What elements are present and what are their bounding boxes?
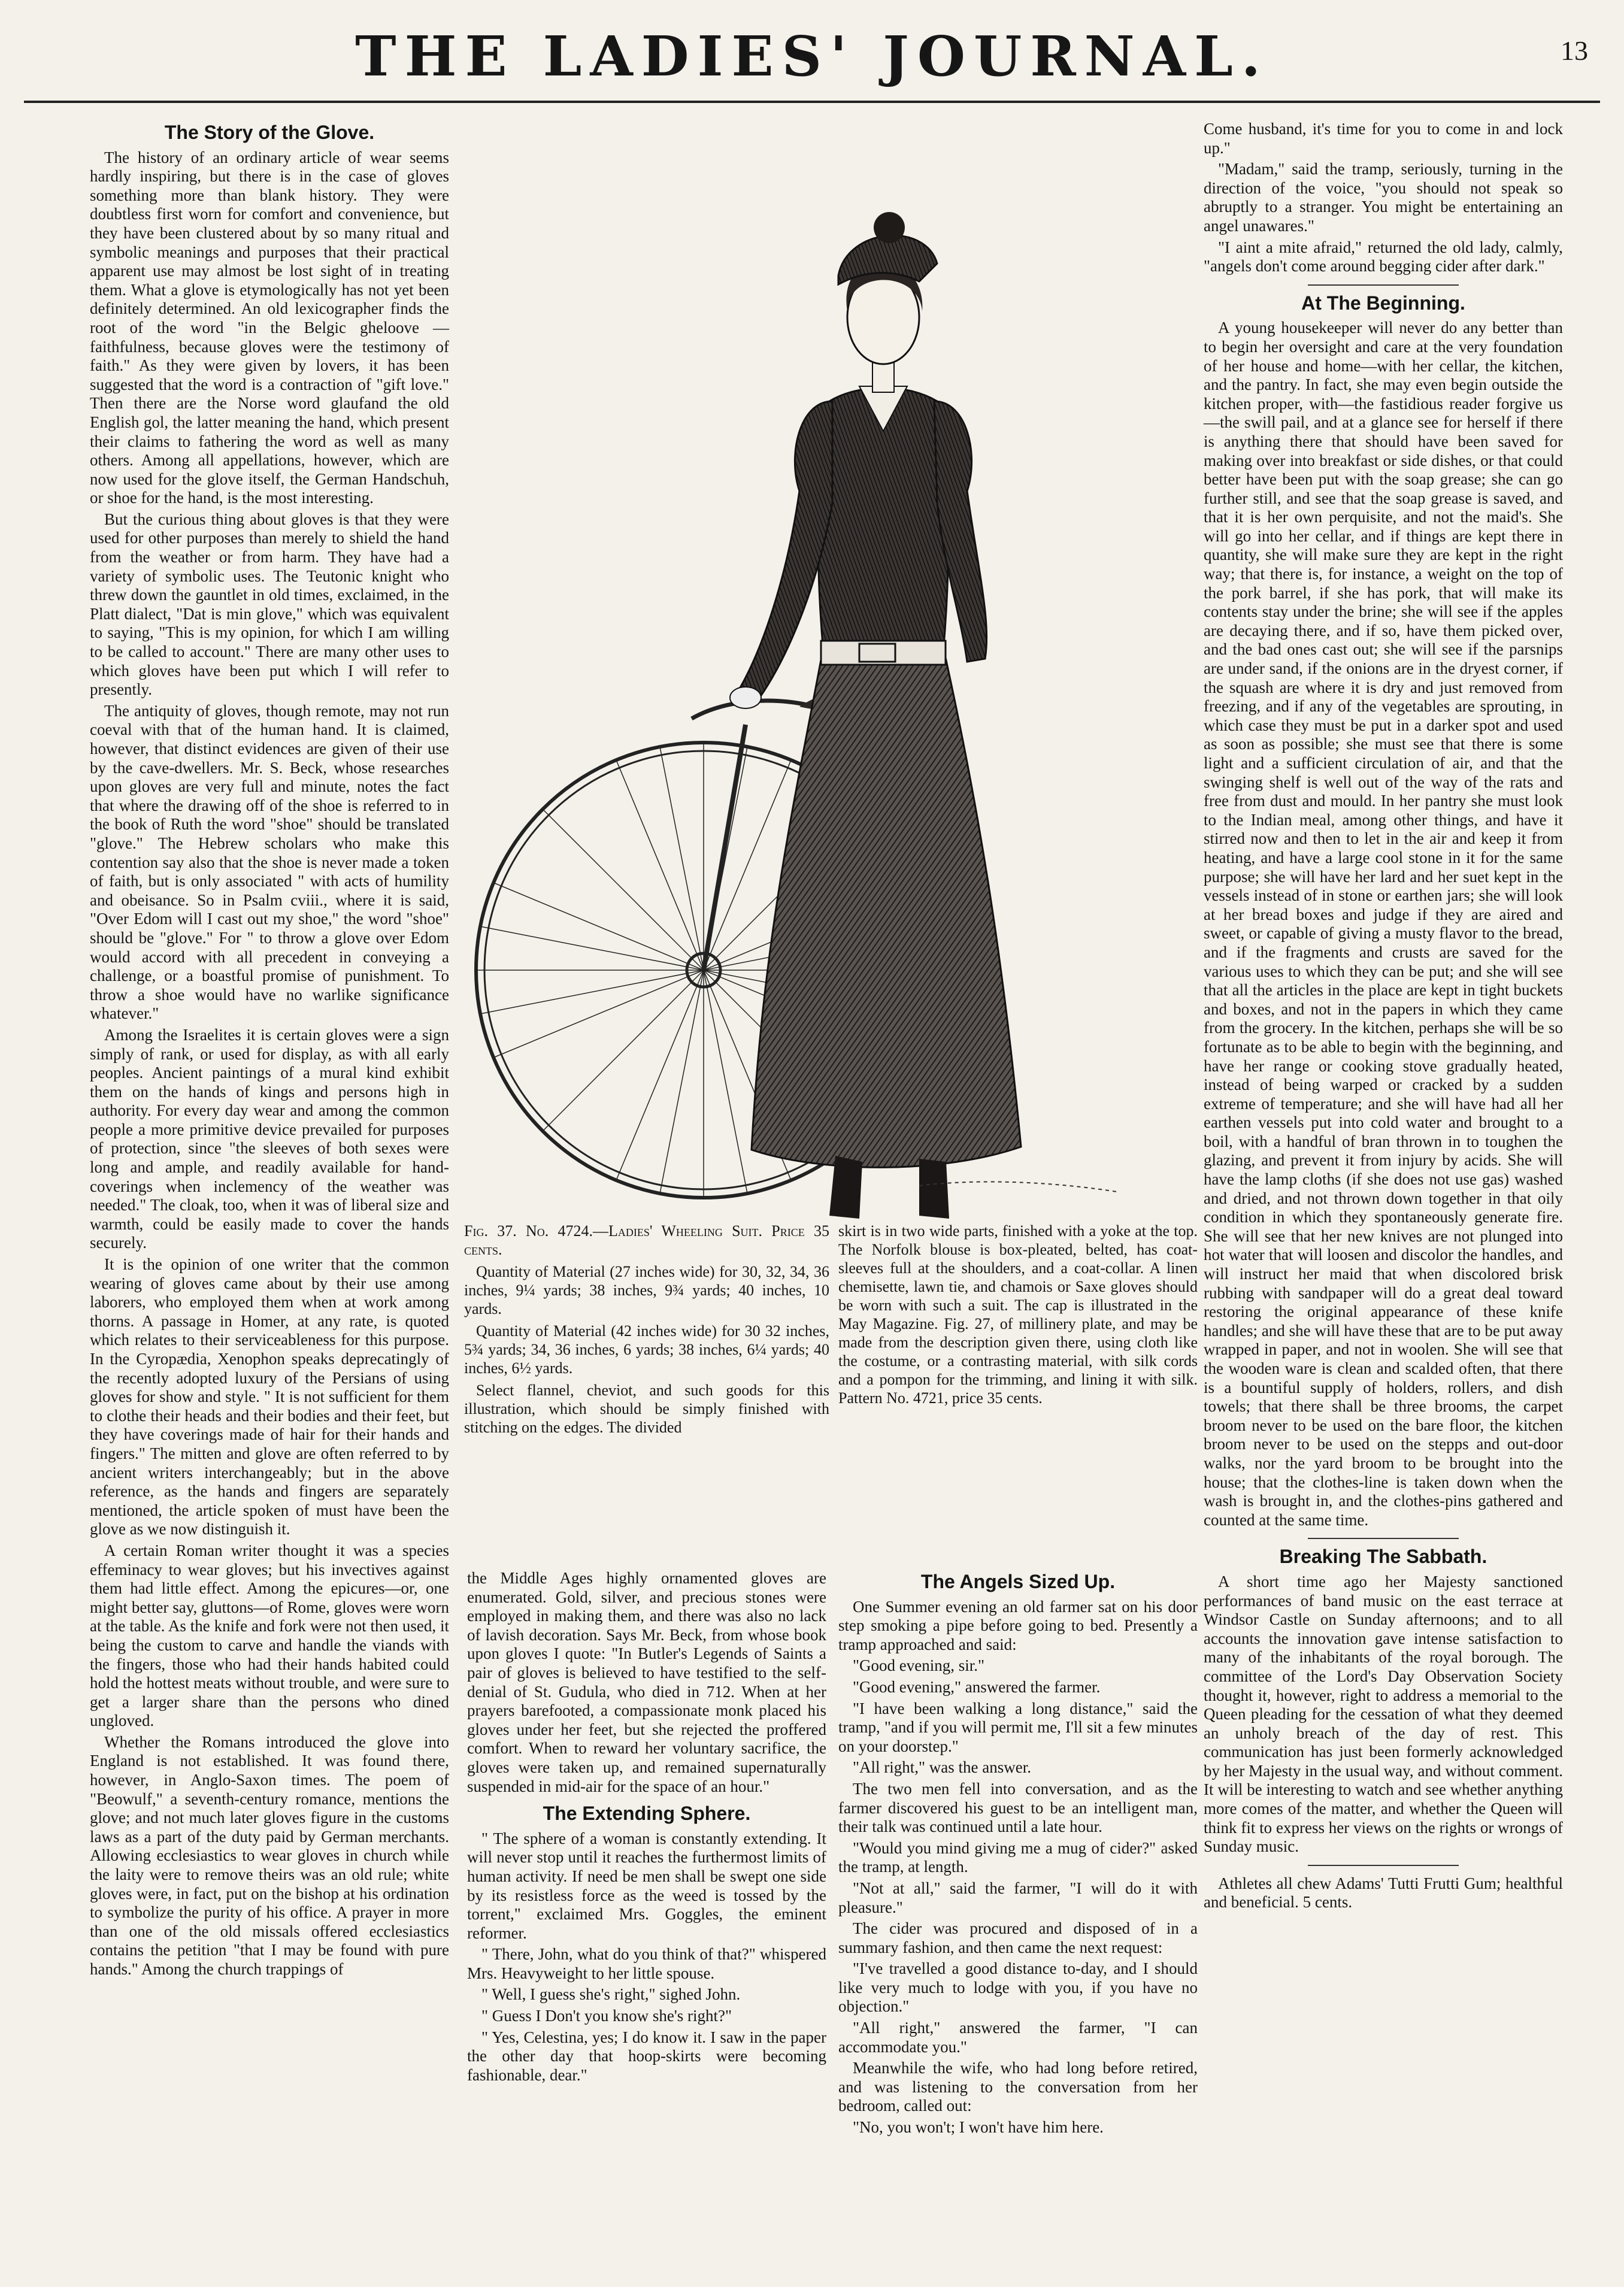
angels-paragraph: "I've travelled a good distance to-day, and I should like very much to lodge with you, if you have no objection." (838, 1959, 1198, 2016)
material-quantity-27: Quantity of Material (27 inches wide) for 30, 32, 34, 36 inches, 9¼ yards; 38 inches, 9¾ yards; 40 inches, 10 yards. (464, 1263, 829, 1317)
illustration-caption (464, 1222, 829, 1440)
hand (730, 687, 761, 708)
glove-paragraph: Among the Israelites it is certain gloves were a sign simply of rank, or used for display, as with all early peoples. Ancient paintings of a mural kind exhibit them on the hands of kings and persons high in authority. For every day wear and among the common people a more primitive device prevailed for purposes of protection, since "the sleeves of both sexes were long and ample, and readily available for hand-coverings when inclemency of the weather was needed." The cloak, too, when it was of liberal size and warmth, could be easily made to cover the hands securely. (90, 1025, 449, 1252)
sabbath-heading: Breaking The Sabbath. (1279, 1546, 1487, 1568)
angels-paragraph: "I have been walking a long distance," said the tramp, "and if you will permit me, I'll sit a few minutes on your doorstep." (838, 1699, 1198, 1755)
right-column (1204, 120, 1563, 1915)
sphere-paragraph: " There, John, what do you think of that?" whispered Mrs. Heavyweight to her little spouse. (467, 1945, 826, 1982)
cap-pompon (874, 212, 905, 243)
section-divider (1308, 1538, 1459, 1539)
angels-paragraph: Meanwhile the wife, who had long before retired, and was listening to the conversation from her bedroom, called out: (838, 2059, 1198, 2115)
glove-paragraph: It is the opinion of one writer that the common wearing of gloves came about by their use among laborers, who employed them when at work among thorns. A passage in Homer, at any rate, is quoted which relates to their serviceableness for this purpose. In the Cyropædia, Xenophon speaks deprecatingly of the recently adopted luxury of the Persians of using gloves for show and style. " It is not sufficient for them to clothe their heads and their bodies and their feet, but they have coverings made of hair for their hands and fingers." The mitten and glove are often referred to by ancient writers interchangeably; but in the above reference, as the hands and fingers are separately mentioned, the article spoken of must have been the glove as we now distinguish it. (90, 1255, 449, 1538)
ground-shadow (919, 1182, 1117, 1192)
journal-title: THE LADIES' JOURNAL. (355, 24, 1269, 89)
angels-paragraph: The two men fell into conversation, and as the farmer discovered his guest to be an intelligent man, their talk was continued until a late hour. (838, 1779, 1198, 1836)
glove-heading: The Story of the Glove. (164, 122, 375, 143)
skirt-description: skirt is in two wide parts, finished with a yoke at the top. The Norfolk blouse is box-pleated, belted, has coat-sleeves full at the shoulders, and a coat-collar. A linen chemisette, lawn tie, and chamois or Saxe gloves should be worn with such a suit. The cap is illustrated in the May Magazine. Fig. 27, of millinery plate, and may be made from the description given there, using cloth like the costume, or a contrasting material, with silk cords and a pompon for the trimming, and lining it with silk. Pattern No. 4721, price 35 cents. (838, 1222, 1198, 1407)
beginning-heading: At The Beginning. (1301, 292, 1465, 314)
sphere-paragraph: " The sphere of a woman is constantly extending. It will never stop until it reaches the furthermost limits of human activity. If need be men shall be swept one side by its resistless force as the weed is tossed by the torrent," exclaimed Mrs. Goggles, the eminent reformer. (467, 1829, 826, 1942)
middle-lower-column (467, 1569, 826, 2087)
masthead (24, 24, 1600, 96)
illustration-caption-continued (838, 1222, 1198, 1411)
glove-paragraph: Whether the Romans introduced the glove into England is not established. It was found there, however, in Anglo-Saxon times. The poem of "Beowulf," a seventh-century romance, mentions the glove; and not much later gloves figure in the customs laws as a part of the duty paid by German merchants. Allowing ecclesiastics to wear gloves in church while the laity were to remove theirs was an old rule; white gloves were, in fact, put on the bishop at his ordination to symbolize the purity of his office. A prayer in more than one of the old missals offered ecclesiastics contains the petition "that I may be found with pure hands." Among the church trappings of (90, 1732, 449, 1978)
wheeling-suit-illustration (464, 120, 1171, 1222)
sphere-paragraph: " Guess I Don't you know she's right?" (481, 2007, 732, 2025)
figure-caption: Fig. 37. No. 4724.—Ladies' Wheeling Suit. Price 35 cents. (464, 1222, 829, 1258)
left-sleeve (740, 401, 832, 701)
sphere-paragraph: " Yes, Celestina, yes; I do know it. I saw in the paper the other day that hoop-skirts were becoming fashionable, dear." (467, 2028, 826, 2084)
angels-continued: Come husband, it's time for you to come in and lock up." (1204, 120, 1563, 157)
angels-paragraph: "Would you mind giving me a mug of cider?" asked the tramp, at length. (838, 1838, 1198, 1876)
page-number: 13 (1561, 35, 1588, 66)
sphere-paragraph: " Well, I guess she's right," sighed John. (481, 1985, 741, 2004)
divided-skirt (752, 647, 1021, 1167)
angels-paragraph: One Summer evening an old farmer sat on his door step smoking a pipe before going to bed. Presently a tramp approached and said: (838, 1597, 1198, 1653)
beginning-paragraph: A young housekeeper will never do any better than to begin her oversight and care at the very foundation of her house and home—with her cellar, the kitchen, and the pantry. In fact, she may even begin outside the kitchen proper, with—the fastidious reader forgive us—the swill pail, and at a glance see for herself if there is anything there that should have been saved for making over into breakfast or side dishes, or that could better have been put with the soap grease; she can go further still, and see that the soap grease is saved, and that it is her own perquisite, and not the maid's. She will go into her cellar, and if things are kept there in quantity, she will make sure they are kept in the right way; that there is, for instance, a weight on the top of the pork barrel, if she has pork, that will make its contents stay under the brine; she will see if the apples are decaying there, and if so, have them picked over, and the bad ones cast out; she will see if the parsnips are under sand, if the onions are in the dryest corner, if the squash are where it is dry and just removed from freezing, and if any of the vegetables are sprouting, in which case they must be put in a darker spot and used as soon as possible; she must see that there is some light and a sufficient circulation of air, and that the swinging shelf is well out of the way of the rats and free from dust and mould. In her pantry she must look to the Indian meal, among other things, and have it stirred now and then to let in the air and keep it from heating, and have a large cool stone in it for the same purpose; she will have her lard and her suet kept in the vessels instead of in stone or earthen jars; she will look at her bread boxes and judge if they are aired and sweet, or capable of giving a musty flavor to the bread, and if the fragments and crusts are saved for the various uses to which they can be put; and she will see that all the articles in the place are kept in tight buckets and boxes, and not in the papers in which they came from the grocery. In the kitchen, perhaps she will be so fortunate as to be able to begin with the beginning, and have her range or cooking stove gradually heated, instead of being warped or cracked by a sudden extreme of temperature; and she will have had all her earthen vessels put into cold water and brought to a boil, with a handful of bran thrown in to toughen the glazing, and prevent it from injury by acids. She will have the lamp cloths (if she does not use gas) washed and dried, and not thrown down together in that oily condition in which they spontaneously generate fire. She will see that her new knives are not plunged into hot water that will loosen and discolor the handles, and will instruct her maid that when discolored brisk rubbing with sandpaper will do a great deal toward restoring the original appearance of these knife handles; and she will have these that are to be put away wrapped in paper, and not in woolen. She will see that the wooden ware is clean and scalded often, that there is a bountiful supply of holders, rollers, and dish towels; that there shall be three brooms, the carpet broom never to be used on the bare floor, the kitchen broom never to be used on the stepps and out-door walks, nor the yard broom to be brought into the house; that the clothes-line is taken down when the wash is brought in, and the clothes-pins gathered and counted at the same time. (1204, 319, 1563, 1529)
gum-advertisement: Athletes all chew Adams' Tutti Frutti Gum; healthful and beneficial. 5 cents. (1204, 1874, 1563, 1912)
right-boot (919, 1159, 949, 1219)
sphere-heading: The Extending Sphere. (543, 1803, 751, 1825)
glove-paragraph: The history of an ordinary article of wear seems hardly inspiring, but there is in the case of gloves something more than blank history. They were doubtless first worn for comfort and convenience, but they have been clustered about by so many ritual and symbolic meanings and purposes that their practical apparent use may almost be lost sight of in treating them. What a glove is etymologically has not yet been definitely determined. An old lexicographer finds the root of the word "in the Belgic gheloove —faithfulness, because gloves were the testimony of faith." As they were given by lovers, it has been suggested that the word is a contraction of "gift love." Then there are the Norse word glaufand the old English gol, the latter meaning the hand, which present their claims to fathering the word as well as many others. Among all appellations, however, which are now used for the glove itself, the German Handschuh, or shoe for the hand, is the most interesting. (90, 148, 449, 507)
angels-paragraph: "Good evening," answered the farmer. (853, 1677, 1101, 1696)
angels-paragraph: "Good evening, sir." (853, 1656, 985, 1675)
angels-paragraph: "All right," answered the farmer, "I can accommodate you." (838, 2019, 1198, 2056)
masthead-rule (24, 101, 1600, 103)
angels-continued: "I aint a mite afraid," returned the old lady, calmly, "angels don't come around begging cider after dark." (1204, 238, 1563, 275)
glove-continued: the Middle Ages highly ornamented gloves are enumerated. Gold, silver, and precious stones were employed in making them, and there was also no lack of lavish decoration. Says Mr. Beck, from whose book upon gloves I quote: "In Butler's Legends of Saints a pair of gloves is believed to have testified to the self-denial of St. Gudula, who died in 712. When at her prayers barefooted, a compassionate monk placed his gloves under her feet, but she rejected the proffered comfort. When to reward her voluntary sacrifice, the gloves were taken up, and remained supernaturally suspended in mid-air for the space of an hour." (467, 1569, 826, 1795)
angels-paragraph: The cider was procured and disposed of in a summary fashion, and then came the next request: (838, 1919, 1198, 1956)
section-divider (1308, 284, 1459, 286)
angels-paragraph: "Not at all," said the farmer, "I will do it with pleasure." (838, 1879, 1198, 1916)
glove-paragraph: The antiquity of gloves, though remote, may not run coeval with that of the human hand. It is claimed, however, that distinct evidences are given of their use by the cave-dwellers. Mr. S. Beck, whose researches upon gloves are very full and minute, notes the fact that where the drawing off of the shoe is referred to in the book of Ruth the word "shoe" should be translated "glove." The Hebrew scholars who make this contention say also that the shoe is never made a token of faith, but is only associated " with acts of humility and obeisance. So in Psalm cviii., where it is said, "Over Edom will I cast out my shoe," the word "shoe" should be "glove." For " to throw a glove over Edom would accord with all precedent in conveying a challenge, or a boastful promise of punishment. To throw a shoe would have no warlike significance whatever." (90, 701, 449, 1023)
angels-article (838, 1569, 1198, 2140)
sabbath-paragraph: A short time ago her Majesty sanctioned performances of band music on the east terrace at Windsor Castle on Sunday afternoons; and to all accounts the innovation gave intense satisfaction to many of the inhabitants of the royal borough. The committee of the Lord's Day Observation Society thought it, however, right to address a memorial to the Queen pleading for the cessation of what they deemed an unholy breach of the day of rest. This communication has just been formerly acknowledged by her Majesty in the usual way, and without comment. It will be interesting to watch and see whether anything more comes of the matter, and whether the Queen will think fit to express her views on the rights or wrongs of Sunday music. (1204, 1572, 1563, 1856)
glove-article (90, 120, 449, 1982)
angels-heading: The Angels Sized Up. (920, 1571, 1116, 1592)
angels-continued: "Madam," said the tramp, seriously, turning in the direction of the voice, "you should not speak so abruptly to a stranger. You might be entertaining an angel unawares." (1204, 160, 1563, 235)
glove-paragraph: But the curious thing about gloves is that they were used for other purposes than merely to shield the hand from the weather or from harm. They have had a variety of symbolic uses. The Teutonic knight who threw down the gauntlet in old times, exclaimed, in the Platt dialect, "Dat is min glove," which was equivalent to saying, "This is my opinion, for which I am willing to be called to account." There are many other uses to which gloves have been put which I will refer to presently. (90, 510, 449, 699)
material-quantity-42: Quantity of Material (42 inches wide) for 30 32 inches, 5¾ yards; 34, 36 inches, 6 yards; 38 inches, 6¼ yards; 40 inches, 6½ yards. (464, 1322, 829, 1377)
section-divider (1308, 1865, 1459, 1866)
glove-paragraph: A certain Roman writer thought it was a species effeminacy to wear gloves; but his invectives against them had little effect. Among the epicures—or, one might better say, gluttons—of Rome, gloves were worn at the table. As the knife and fork were not then used, it being the custom to carve and handle the viands with the fingers, those who had their hands habited could hold the hottest meats without trouble, and were sure to get a larger share than the persons who dined ungloved. (90, 1541, 449, 1730)
goods-description: Select flannel, cheviot, and such goods for this illustration, which should be simply finished with stitching on the edges. The divided (464, 1382, 829, 1436)
angels-paragraph: "No, you won't; I won't have him here. (853, 2118, 1104, 2137)
angels-paragraph: "All right," was the answer. (853, 1758, 1031, 1777)
